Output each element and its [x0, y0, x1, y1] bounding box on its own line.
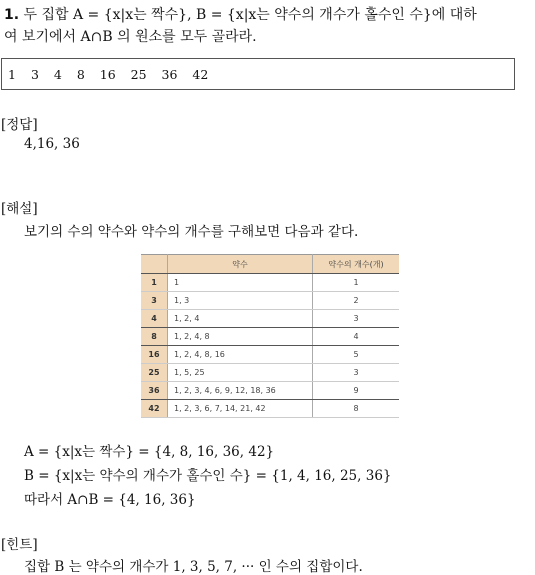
question-line-1-text: 두 집합 A = {x|x는 짝수}, B = {x|x는 약수의 개수가 홀수인 수}에 대하	[19, 7, 477, 23]
table-cell-divisors: 1, 3	[168, 292, 313, 310]
question-line-2: 여 보기에서 A∩B 의 원소를 모두 골라라.	[4, 29, 257, 45]
table-cell-count: 8	[313, 400, 400, 418]
table-cell-count: 4	[313, 328, 400, 346]
choices-box	[1, 58, 515, 90]
hint-text: 집합 B 는 약수의 개수가 1, 3, 5, 7, ··· 인 수의 집합이다.	[24, 559, 363, 575]
divisor-table	[141, 254, 399, 418]
explanation-heading: [해설]	[1, 201, 38, 217]
table-cell-divisors: 1, 5, 25	[168, 364, 313, 382]
set-a-equation: A = {x|x는 짝수} = {4, 8, 16, 36, 42}	[24, 444, 275, 460]
table-header-count: 약수의 개수(개)	[313, 255, 400, 274]
table-row	[141, 292, 399, 310]
table-row	[141, 364, 399, 382]
table-cell-divisors: 1, 2, 4	[168, 310, 313, 328]
table-row	[141, 310, 399, 328]
choice-item: 25	[130, 67, 147, 82]
intersection-equation: 따라서 A∩B = {4, 16, 36}	[24, 492, 196, 508]
table-cell-count: 3	[313, 364, 400, 382]
table-cell-number: 36	[141, 382, 168, 400]
hint-heading: [힌트]	[1, 537, 38, 553]
table-row	[141, 382, 399, 400]
table-cell-number: 42	[141, 400, 168, 418]
table-cell-count: 2	[313, 292, 400, 310]
table-row	[141, 274, 399, 292]
table-row	[141, 328, 399, 346]
choice-item: 4	[53, 67, 62, 82]
choice-item: 3	[30, 67, 39, 82]
choice-item: 42	[192, 67, 209, 82]
table-cell-divisors: 1, 2, 4, 8	[168, 328, 313, 346]
choice-item: 16	[99, 67, 116, 82]
set-b-equation: B = {x|x는 약수의 개수가 홀수인 수} = {1, 4, 16, 25, 36}	[24, 468, 392, 484]
table-cell-count: 1	[313, 274, 400, 292]
table-row	[141, 400, 399, 418]
table-row	[141, 346, 399, 364]
table-cell-divisors: 1	[168, 274, 313, 292]
table-cell-number: 25	[141, 364, 168, 382]
question-line-1	[4, 4, 477, 26]
question-number: 1.	[4, 7, 20, 23]
choices-list	[8, 67, 219, 82]
table-cell-count: 9	[313, 382, 400, 400]
table-cell-number: 1	[141, 274, 168, 292]
answer-heading: [정답]	[1, 117, 38, 133]
choice-item: 36	[161, 67, 178, 82]
table-cell-number: 3	[141, 292, 168, 310]
answer-value: 4,16, 36	[24, 136, 80, 152]
table-header-row	[141, 255, 399, 274]
question-text	[4, 4, 477, 48]
explanation-intro: 보기의 수의 약수와 약수의 개수를 구해보면 다음과 같다.	[24, 224, 359, 240]
table-cell-divisors: 1, 2, 3, 6, 7, 14, 21, 42	[168, 400, 313, 418]
table-cell-divisors: 1, 2, 4, 8, 16	[168, 346, 313, 364]
table-header-divisors: 약수	[168, 255, 313, 274]
table-header-number	[141, 255, 168, 274]
table-cell-divisors: 1, 2, 3, 4, 6, 9, 12, 18, 36	[168, 382, 313, 400]
table-cell-number: 4	[141, 310, 168, 328]
table-cell-number: 16	[141, 346, 168, 364]
table-cell-count: 3	[313, 310, 400, 328]
choice-item: 1	[8, 67, 16, 82]
table-cell-number: 8	[141, 328, 168, 346]
choice-item: 8	[76, 67, 85, 82]
table-cell-count: 5	[313, 346, 400, 364]
